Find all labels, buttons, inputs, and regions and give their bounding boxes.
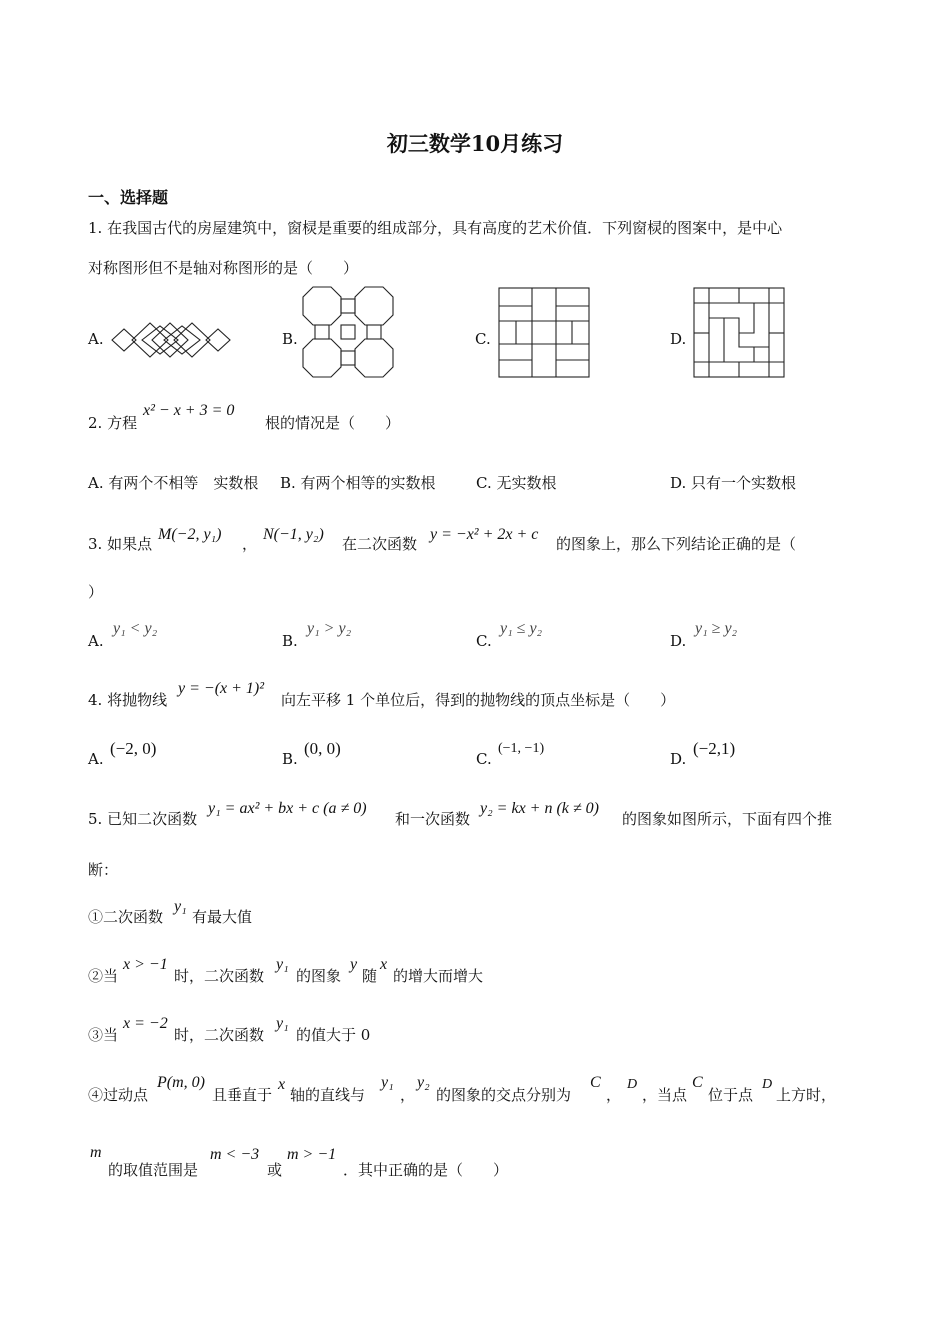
q5-s5-text-c: ．其中正确的是（ ） [343, 1161, 509, 1179]
q5-s5-text-a: 的取值范围是 [108, 1161, 199, 1179]
q3-mid: 在二次函数 [342, 535, 418, 553]
q5-s4-text-a: ④过动点 [88, 1086, 149, 1104]
q1-label-c: C. [475, 330, 491, 348]
q3-option-b: y₁ > y₂ [307, 620, 352, 637]
q4-label-c: C. [476, 750, 492, 768]
q5-s4-math-5: C [590, 1074, 601, 1091]
q4-label-a: A. [88, 750, 104, 768]
q1-figure-a-diamonds [110, 320, 232, 360]
q1-stem-line1: 1. 在我国古代的房屋建筑中，窗棂是重要的组成部分，具有高度的艺术价值．下列窗棂的图案中，是中心 [88, 219, 783, 237]
q5-s5-math-3: m > −1 [287, 1146, 337, 1163]
q5-s3-text-b: 时，二次函数 [174, 1026, 265, 1044]
q5-s3-text-a: ③当 [88, 1026, 119, 1044]
q5-s4-text-g: ，当点 [642, 1086, 688, 1104]
q4-label-b: B. [282, 750, 298, 768]
q2-option-d: D. 只有一个实数根 [670, 474, 797, 492]
q1-stem-line2: 对称图形但不是轴对称图形的是（ ） [88, 259, 359, 277]
q5-s1-text-a: ①二次函数 [88, 908, 164, 926]
q5-s3-text-c: 的值大于 0 [296, 1026, 371, 1044]
q5-s3-math-2: y₁ [276, 1015, 289, 1032]
q5-s2-math-2: y₁ [276, 956, 289, 973]
q5-s4-text-d: ， [400, 1086, 416, 1104]
q3-label-d: D. [670, 632, 687, 650]
q3-close-paren: ） [88, 583, 104, 601]
q5-suffix: 的图象如图所示，下面有四个推 [622, 810, 833, 828]
q5-s4-text-f: ， [606, 1086, 622, 1104]
q5-s2-math-3: y [350, 956, 358, 973]
section-heading: 一、选择题 [88, 188, 169, 207]
q3-option-c: y₁ ≤ y₂ [500, 620, 543, 637]
q3-point-m: M(−2, y₁) [158, 526, 222, 543]
q5-s1-math: y₁ [174, 898, 187, 915]
q5-s2-text-e: 的增大而增大 [393, 967, 484, 985]
q5-s4-text-b: 且垂直于 [212, 1086, 273, 1104]
q5-s2-text-c: 的图象 [296, 967, 342, 985]
q5-s4-math-6: D [627, 1077, 638, 1092]
q5-prefix: 5. 已知二次函数 [88, 810, 198, 828]
q5-quadratic: y₁ = ax² + bx + c (a ≠ 0) [208, 800, 367, 817]
q2-option-c: C. 无实数根 [476, 474, 557, 492]
q5-linear: y₂ = kx + n (k ≠ 0) [480, 800, 599, 817]
q3-label-b: B. [282, 632, 298, 650]
q4-option-d: (−2,1) [693, 739, 736, 758]
q5-s5-math-1: m [90, 1144, 102, 1161]
q4-option-c: (−1, −1) [498, 741, 545, 756]
q5-s4-math-2: x [278, 1076, 286, 1093]
q2-prefix: 2. 方程 [88, 414, 138, 432]
q5-s5-text-b: 或 [267, 1161, 283, 1179]
q3-label-c: C. [476, 632, 492, 650]
q2-option-b: B. 有两个相等的实数根 [280, 474, 436, 492]
q5-s4-math-3: y₁ [381, 1074, 394, 1091]
q1-label-a: A. [88, 330, 104, 348]
q5-s3-math-1: x = −2 [123, 1015, 168, 1032]
q5-s4-text-e: 的图象的交点分别为 [436, 1086, 572, 1104]
q5-s1-text-b: 有最大值 [192, 908, 253, 926]
q5-s4-math-1: P(m, 0) [157, 1074, 205, 1091]
q3-separator: ， [242, 535, 258, 553]
q3-point-n: N(−1, y₂) [263, 526, 324, 543]
q1-label-b: B. [282, 330, 298, 348]
q5-s2-math-4: x [380, 956, 388, 973]
page-title: 初三数学10月练习 [386, 131, 564, 156]
q5-line2: 断： [88, 861, 119, 879]
q5-s2-text-a: ②当 [88, 967, 119, 985]
q3-suffix: 的图象上，那么下列结论正确的是（ [556, 535, 797, 553]
q5-s4-math-4: y₂ [417, 1074, 430, 1091]
q3-prefix: 3. 如果点 [88, 535, 153, 553]
q4-option-b: (0, 0) [304, 739, 341, 758]
q3-label-a: A. [88, 632, 104, 650]
q5-s4-text-i: 上方时， [776, 1086, 837, 1104]
q4-function: y = −(x + 1)² [178, 680, 265, 697]
q3-option-a: y₁ < y₂ [113, 620, 158, 637]
q1-figure-d-pinwheel [693, 287, 785, 378]
q5-s4-math-8: D [762, 1077, 773, 1092]
q5-s4-math-7: C [692, 1074, 703, 1091]
q1-figure-c-cross [498, 287, 590, 378]
q4-option-a: (−2, 0) [110, 739, 157, 758]
q5-s2-text-d: 随 [362, 967, 378, 985]
q2-option-a: A. 有两个不相等 实数根 [88, 474, 259, 492]
q5-s5-math-2: m < −3 [210, 1146, 260, 1163]
q5-s2-math-1: x > −1 [123, 956, 168, 973]
q4-suffix: 向左平移 1 个单位后，得到的抛物线的顶点坐标是（ ） [281, 691, 676, 709]
q1-figure-b-octagons [302, 286, 394, 378]
q1-label-d: D. [670, 330, 687, 348]
q3-option-d: y₁ ≥ y₂ [695, 620, 738, 637]
q5-s4-text-h: 位于点 [708, 1086, 754, 1104]
q2-suffix: 根的情况是（ ） [265, 414, 401, 432]
q5-s2-text-b: 时，二次函数 [174, 967, 265, 985]
q5-s4-text-c: 轴的直线与 [290, 1086, 366, 1104]
q4-prefix: 4. 将抛物线 [88, 691, 168, 709]
q5-mid: 和一次函数 [395, 810, 471, 828]
q4-label-d: D. [670, 750, 687, 768]
q2-equation: x² − x + 3 = 0 [143, 402, 235, 419]
q3-function: y = −x² + 2x + c [430, 526, 539, 543]
